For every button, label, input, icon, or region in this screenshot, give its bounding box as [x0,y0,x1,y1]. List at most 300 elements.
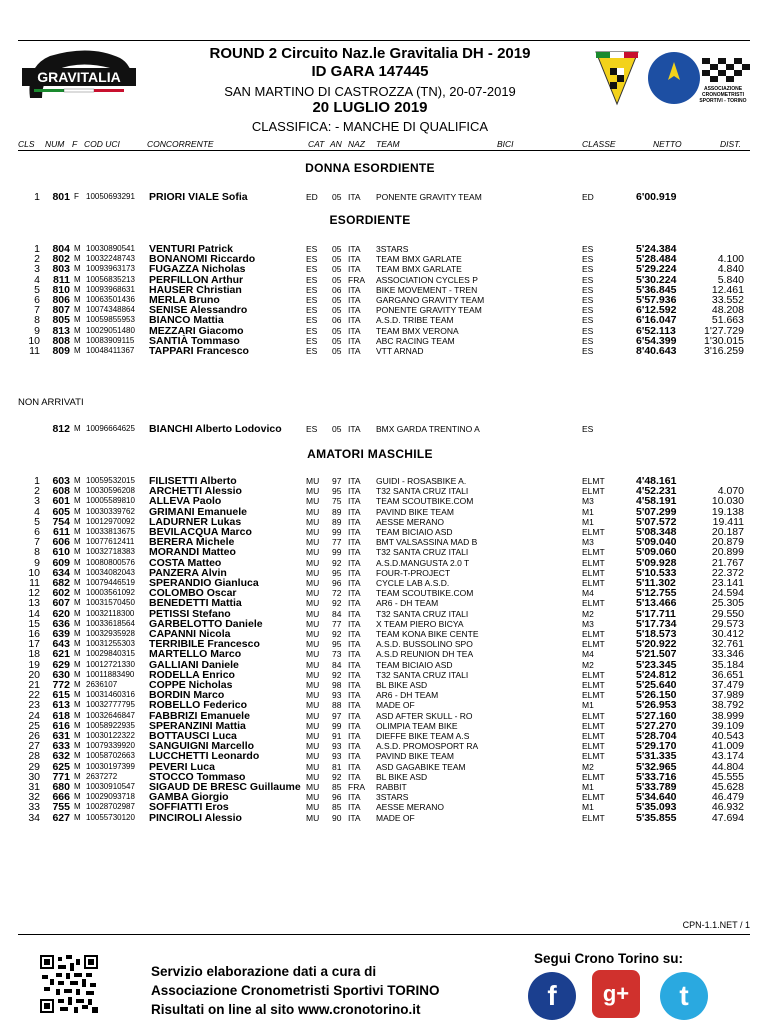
bib-number: 610 [52,546,70,559]
net-time: 4'58.191 [636,495,677,508]
class: ELMT [582,741,605,752]
rider-name: PINCIROLI Alessio [149,811,242,824]
category: ES [306,264,318,275]
rider-name: TERRIBILE Francesco [149,638,260,651]
net-time: 5'32.965 [636,760,677,773]
uci-code: 10031570450 [86,598,135,608]
nationality: ITA [348,527,361,537]
uci-code: 10079446519 [86,578,135,587]
category: MU [306,690,320,701]
rider-name: ALLEVA Paolo [149,495,222,508]
team: GUIDI - ROSASBIKE A. [376,476,467,486]
nationality: ITA [348,557,361,568]
category: MU [306,782,320,792]
team: ASD GAGABIKE TEAM [376,761,466,772]
rider-name: RODELLA Enrico [149,668,235,681]
non-arrivati-label: NON ARRIVATI [18,397,84,408]
sex: M [74,527,81,536]
sex: M [74,720,81,730]
position: 30 [28,770,40,783]
gap: 33.552 [711,294,744,306]
bib-number: 805 [52,314,70,327]
team: TEAM BMX GARLATE [376,254,462,265]
net-time: 5'30.224 [636,273,677,286]
birth-year: 75 [332,496,342,507]
bib-number: 803 [52,263,70,276]
nationality: ITA [348,346,361,356]
uci-code: 10080800576 [86,557,135,567]
sex: M [74,659,81,669]
category: MU [306,527,320,537]
birth-year: 96 [332,578,342,588]
class: ES [582,264,594,275]
net-time: 5'33.789 [636,781,677,793]
position: 1 [34,475,40,487]
birth-year: 05 [332,264,342,275]
rider-name: COPPE Nicholas [149,679,233,691]
table-row [0,345,768,357]
gap: 36.651 [711,668,744,681]
team: AESSE MERANO [376,516,445,527]
gap: 38.792 [711,699,744,712]
team: PONENTE GRAVITY TEAM [376,305,482,316]
category: MU [306,486,320,497]
sex: M [74,731,81,740]
class: ELMT [582,629,605,639]
rider-name: PRIORI VIALE Sofia [149,191,248,203]
bib-number: 807 [52,304,70,317]
category: MU [306,639,320,650]
bib-number: 754 [52,515,70,528]
class: M3 [582,618,594,629]
class: ELMT [582,751,605,762]
category: MU [306,802,320,813]
sex: M [74,295,81,304]
team: T32 SANTA CRUZ ITALI [376,608,469,619]
nationality: ITA [348,284,361,295]
bib-number: 606 [52,536,70,549]
net-time: 5'27.160 [636,709,677,722]
gap: 4.100 [717,253,744,266]
nationality: ITA [348,496,361,507]
gap: 20.899 [711,546,744,559]
nationality: ITA [348,690,361,701]
birth-year: 77 [332,618,342,629]
position: 3 [34,263,40,276]
category: MU [306,731,320,741]
class: M1 [582,802,594,813]
rider-name: SANGUIGNI Marcello [149,740,255,753]
gravitalia-logo-graphic [20,46,138,106]
position: 29 [28,760,40,773]
col-team: TEAM [376,139,400,149]
category: MU [306,608,320,619]
nationality: ITA [348,649,361,660]
team: AR6 - DH TEAM [376,690,439,701]
bib-number: 639 [52,628,70,640]
col-dist: DIST. [720,139,741,149]
net-time: 5'07.299 [636,505,677,518]
net-time: 6'52.113 [636,324,676,337]
birth-year: 85 [332,802,342,813]
birth-year: 88 [332,700,342,711]
rider-name: ARCHETTI Alessio [149,485,242,498]
position: 6 [34,526,40,538]
nationality: ITA [348,254,361,265]
twitter-icon[interactable]: t [660,972,708,1020]
sex: M [74,618,81,628]
birth-year: 05 [332,295,342,305]
position: 10 [28,566,40,579]
birth-year: 77 [332,537,342,548]
rider-name: VENTURI Patrick [149,243,234,255]
class: ELMT [582,812,605,823]
net-time: 6'54.399 [636,334,677,347]
bib-number: 634 [52,566,70,579]
net-time: 5'23.345 [636,658,677,671]
nationality: ITA [348,598,361,609]
category: MU [306,557,320,568]
team: AESSE MERANO [376,802,445,813]
table-row [0,812,768,824]
team: RABBIT [376,782,407,792]
class: ELMT [582,771,605,782]
google-plus-icon[interactable]: g+ [592,970,640,1018]
team: ASD AFTER SKULL - RO [376,710,473,721]
position: 28 [28,750,40,763]
nationality: ITA [348,192,361,202]
bib-number: 602 [52,587,70,600]
sex: M [74,608,81,618]
bib-number: 812 [52,423,70,435]
nationality: ITA [348,506,361,517]
rider-name: BIANCO Mattia [149,314,224,327]
class: ELMT [582,731,605,741]
nationality: ITA [348,680,361,690]
bib-number: 666 [52,791,70,804]
top-rule [18,40,750,41]
footer-line3[interactable]: Risultati on line al sito www.cronotorino.it [151,1002,421,1017]
birth-year: 92 [332,629,342,639]
rider-name: SOFFIATTI Eros [149,801,229,814]
gap: 40.543 [711,730,744,742]
nationality: ITA [348,335,361,346]
uci-code: 2637272 [86,771,118,781]
sex: M [74,598,81,608]
rider-name: PANZERA Alvin [149,566,227,579]
net-time: 5'36.845 [636,283,677,296]
category: ES [306,346,318,356]
section-donna-esordiente: DONNA ESORDIENTE [305,161,435,175]
uci-code: 10083909115 [86,335,135,345]
uci-code: 10031255303 [86,639,135,649]
position: 17 [28,638,40,651]
position: 26 [28,730,40,742]
rider-name: CAPANNI Nicola [149,628,231,640]
uci-code: 10058922935 [86,720,135,730]
col-cls: CLS [18,139,35,149]
team: PAVIND BIKE TEAM [376,506,454,517]
birth-year: 84 [332,608,342,619]
gap: 33.346 [711,648,744,661]
team: PONENTE GRAVITY TEAM [376,192,482,202]
bib-number: 804 [52,243,70,255]
net-time: 5'26.150 [636,689,677,702]
position: 7 [34,304,40,317]
uci-code: 10058702663 [86,751,135,761]
net-time: 5'17.734 [636,617,677,630]
team: AR6 - DH TEAM [376,598,439,609]
category: MU [306,761,320,772]
category: ES [306,295,318,305]
net-time: 5'33.716 [636,770,677,783]
birth-year: 99 [332,547,342,558]
birth-year: 95 [332,486,342,497]
position: 1 [34,191,40,203]
bib-number: 808 [52,334,70,347]
uci-code: 10032777795 [86,700,135,710]
gap: 22.372 [711,566,744,579]
net-time: 8'40.643 [636,345,677,357]
gap: 19.411 [712,515,744,528]
category: ES [306,254,318,265]
category: MU [306,618,320,629]
nationality: ITA [348,608,361,619]
rider-name: MEZZARI Giacomo [149,324,244,337]
bib-number: 636 [52,617,70,630]
sex: M [74,649,81,659]
gap: 37.989 [711,689,744,702]
birth-year: 05 [332,325,342,336]
class: ES [582,244,594,254]
category: MU [306,516,320,527]
birth-year: 93 [332,751,342,762]
sex: M [74,424,81,433]
team: TEAM SCOUTBIKE.COM [376,588,474,599]
title-line1: ROUND 2 Circuito Naz.le Gravitalia DH - 2019 [209,45,531,62]
col-num: NUM [45,139,65,149]
gap: 10.030 [711,495,744,508]
category: MU [306,476,320,486]
nationality: ITA [348,244,361,254]
gap: 20.187 [711,526,744,538]
gap: 5.840 [717,273,744,286]
nationality: ITA [348,476,361,486]
nationality: ITA [348,771,361,782]
net-time: 5'11.302 [636,577,676,589]
bib-number: 607 [52,597,70,610]
class: ELMT [582,527,605,537]
sex: M [74,588,81,598]
uci-code: 10032935928 [86,629,135,638]
position: 34 [28,811,40,824]
class: M2 [582,608,594,619]
position: 22 [28,689,40,702]
category: MU [306,792,320,803]
position: 3 [34,495,40,508]
uci-code: 10003561092 [86,588,135,598]
fci-shield-logo [594,48,640,106]
birth-year: 90 [332,812,342,823]
position: 8 [34,546,40,559]
gap: 21.767 [711,556,744,569]
sex: F [74,192,79,201]
category: MU [306,741,320,752]
birth-year: 96 [332,792,342,803]
gap: 25.305 [711,597,744,610]
position: 10 [28,334,40,347]
uci-code: 10033813675 [86,527,135,536]
uci-code: 10079339920 [86,741,135,751]
shield-icon [594,48,640,106]
position: 32 [28,791,40,804]
sex: M [74,710,81,720]
bib-number: 616 [52,719,70,732]
net-time: 5'57.936 [636,294,677,306]
col-cat: CAT [308,139,325,149]
class: ELMT [582,598,605,609]
uci-code: 10055730120 [86,812,135,822]
sex: M [74,506,81,516]
rider-name: GARBELOTTO Daniele [149,617,263,630]
qr-code-icon [40,955,98,1013]
position: 20 [28,668,40,681]
gap: 4.070 [717,485,744,498]
rider-name: COLOMBO Oscar [149,587,237,600]
team: X TEAM PIERO BICYA [376,618,464,629]
birth-year: 98 [332,680,342,690]
category: ES [306,315,318,326]
net-time: 5'31.335 [636,750,677,763]
class: ELMT [582,557,605,568]
category: MU [306,598,320,609]
net-time: 5'35.093 [636,801,677,814]
position: 1 [34,243,40,255]
birth-year: 92 [332,669,342,680]
bib-number: 630 [52,668,70,681]
sex: M [74,496,81,506]
class: ED [582,192,594,202]
gap: 43.174 [711,750,744,763]
category: MU [306,659,320,670]
team: T32 SANTA CRUZ ITALI [376,669,469,680]
nationality: ITA [348,700,361,711]
bib-number: 621 [52,648,70,661]
net-time: 5'27.270 [636,719,677,732]
category: ED [306,192,318,202]
nationality: ITA [348,710,361,721]
uci-code: 2636107 [86,680,118,689]
gap: 39.109 [711,719,744,732]
net-time: 5'07.572 [636,515,677,528]
bib-number: 633 [52,740,70,753]
uci-code: 10031460316 [86,690,135,700]
sex: M [74,812,81,822]
gap: 29.573 [711,617,744,630]
nationality: ITA [348,659,361,670]
position: 2 [34,485,40,498]
nationality: ITA [348,741,361,752]
class: ES [582,254,594,265]
birth-year: 05 [332,244,342,254]
sex: M [74,557,81,567]
birth-year: 95 [332,567,342,578]
sex: M [74,516,81,526]
sex: M [74,346,81,355]
gap: 41.009 [711,740,744,753]
net-time: 5'28.484 [636,253,677,266]
gap: 20.879 [711,536,744,549]
team: PAVIND BIKE TEAM [376,751,454,762]
rider-name: SPERANDIO Gianluca [149,577,259,589]
uci-code: 10012970092 [86,516,135,526]
sex: M [74,578,81,587]
sex: M [74,680,81,689]
team: T32 SANTA CRUZ ITALI [376,547,469,558]
class: M3 [582,537,594,548]
team: TEAM BMX VERONA [376,325,459,336]
birth-year: 81 [332,761,342,772]
birth-year: 06 [332,284,342,295]
class: ELMT [582,639,605,650]
rider-name: MERLA Bruno [149,294,220,306]
bib-number: 801 [52,191,70,203]
team: BL BIKE ASD [376,680,428,690]
col-an: AN [330,139,342,149]
class: M1 [582,516,594,527]
birth-year: 97 [332,710,342,721]
team: TEAM BICIAIO ASD [376,659,453,670]
rider-name: BEVILACQUA Marco [149,526,252,538]
position: 27 [28,740,40,753]
gap: 45.628 [711,781,744,793]
rider-name: LADURNER Lukas [149,515,242,528]
birth-year: 05 [332,424,342,434]
category: MU [306,649,320,660]
team: TEAM BMX GARLATE [376,264,462,275]
bib-number: 771 [52,770,70,783]
uci-code: 10005589810 [86,496,135,506]
gap: 38.999 [711,709,744,722]
rider-name: SANTIÀ Tommaso [149,334,240,347]
team: MADE OF [376,700,415,711]
nationality: ITA [348,761,361,772]
birth-year: 93 [332,741,342,752]
uci-code: 10033618564 [86,618,135,628]
facebook-icon[interactable]: f [528,972,576,1020]
class: ELMT [582,680,605,690]
uci-code: 10029093718 [86,792,135,802]
sex: M [74,335,81,345]
position: 5 [34,283,40,296]
net-time: 5'21.507 [636,648,677,661]
nationality: ITA [348,812,361,823]
category: MU [306,567,320,578]
rider-name: PEVERI Luca [149,760,215,773]
net-time: 5'24.384 [636,243,677,255]
bib-number: 605 [52,505,70,518]
footer-rule [18,934,750,935]
sex: M [74,486,81,496]
class: ELMT [582,710,605,721]
team: FOUR-T-PROJECT [376,567,451,578]
category: MU [306,751,320,762]
net-time: 5'09.060 [636,546,677,559]
nationality: ITA [348,720,361,731]
team: BMT VALSASSINA MAD B [376,537,478,548]
team: OLIMPIA TEAM BIKE [376,720,458,731]
birth-year: 93 [332,690,342,701]
